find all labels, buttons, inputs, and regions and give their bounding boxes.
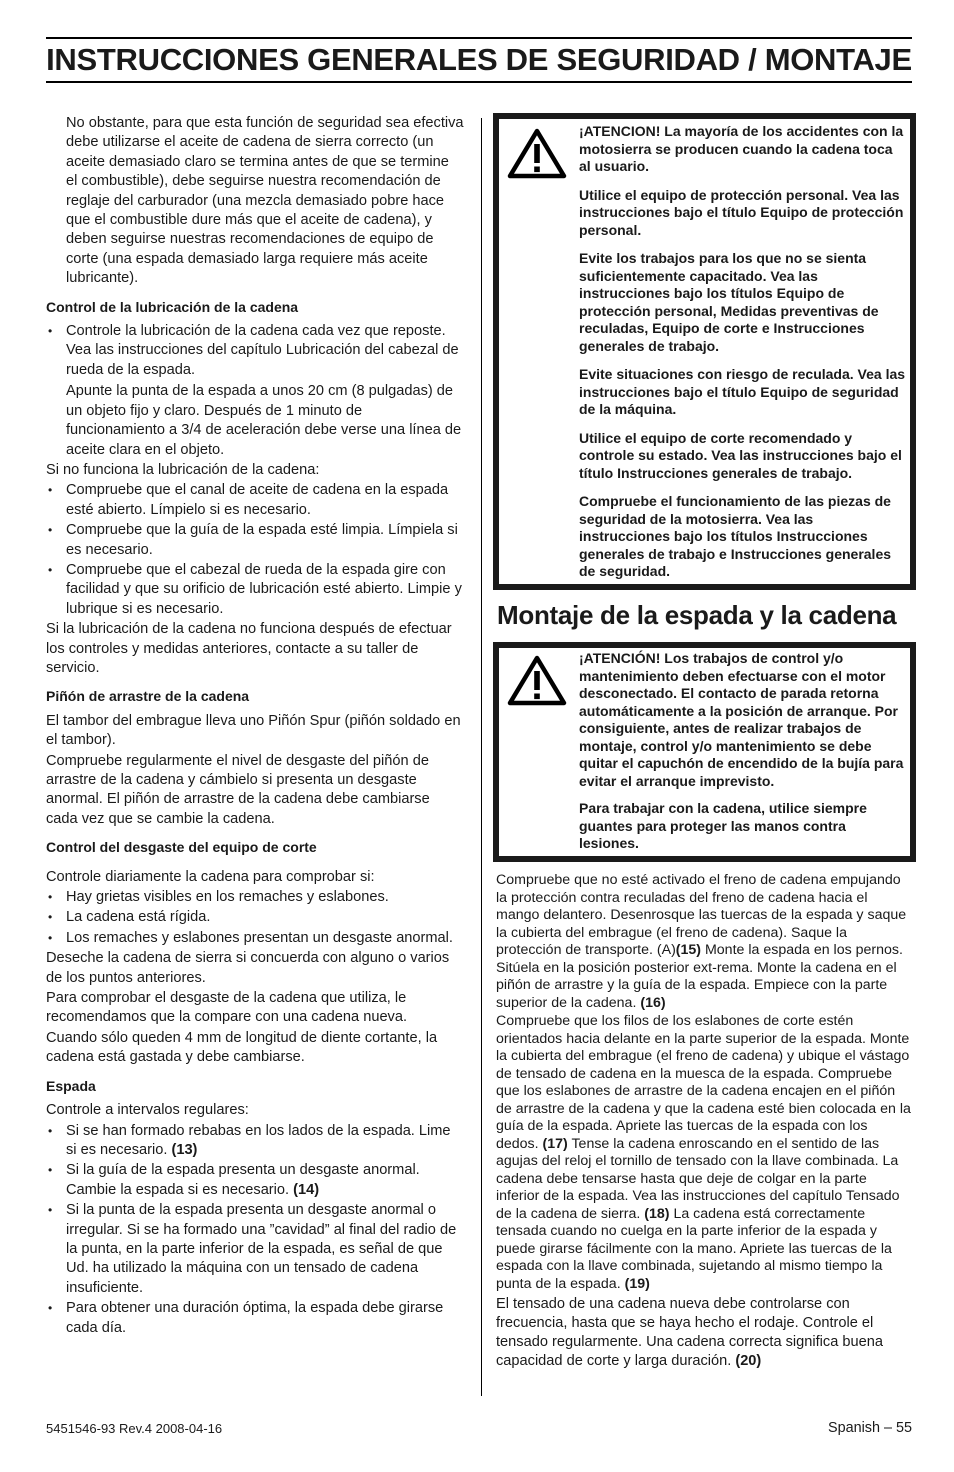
- warning-text: Utilice el equipo de protección personal. Vea las instrucciones bajo el título Equipo de protección personal.: [579, 186, 904, 238]
- warning-text: Evite situaciones con riesgo de reculada. Vea las instrucciones bajo el título Equipo de seguridad de la máquina.: [579, 366, 906, 417]
- figure-ref: (15): [675, 942, 702, 958]
- column-divider: [481, 118, 482, 1396]
- list-item: • Los remaches y eslabones presentan un desgaste anormal.: [46, 929, 464, 948]
- figure-ref: (20): [735, 1353, 762, 1369]
- list-item-text: Si la guía de la espada presenta un desgaste anormal. Cambie la espada si es necesario.: [66, 1162, 420, 1198]
- list-item: [46, 1122, 464, 1161]
- list-item: • Compruebe que la guía de la espada esté limpia. Límpiela si es necesario.: [46, 521, 464, 560]
- warning-text: ¡ATENCIÓN! Los trabajos de control y/o mantenimiento deben efectuarse con el motor desconectado. El contacto de parada retorna automáticamente a la posición de arranque. Por consiguiente, antes de realizar trabajos de montaje, control y/o mantenimiento se debe quitar el capuchón de encendido de la bujía para evitar el arranque imprevisto.: [579, 650, 904, 789]
- wear-paragraph-1: Deseche la cadena de sierra si concuerda con alguno o varios de los puntos anteriores.: [46, 950, 450, 986]
- document-id: 5451546-93 Rev.4 2008-04-16: [46, 1421, 223, 1436]
- list-item: • Compruebe que el cabezal de rueda de la espada gire con facilidad y que su orificio de lubricación esté abierto. Limpie y lubrique si es necesario.: [46, 561, 464, 619]
- list-item: • Hay grietas visibles en los remaches y eslabones.: [46, 888, 464, 907]
- page-title: INSTRUCCIONES GENERALES DE SEGURIDAD / MONTAJE: [46, 42, 912, 77]
- section-heading-wear: Control del desgaste del equipo de corte: [46, 839, 317, 856]
- list-item: [46, 1161, 464, 1200]
- text: Monte la espada en los pernos. Sitúela en la posición posterior ext-rema. Monte la cadena en el piñón de arrastre y la guía de la espada. Empiece con la parte superior de la cadena.: [496, 942, 903, 1011]
- wear-intro: Controle diariamente la cadena para comprobar si:: [46, 868, 375, 885]
- section-heading-sprocket: Piñón de arrastre de la cadena: [46, 688, 250, 705]
- sprocket-paragraph-2: Compruebe regularmente el nivel de desgaste del piñón de arrastre de la cadena y cámbielo si presenta un desgaste anormal. El piñón de arrastre de la cadena debe cambiarse cada vez que se cambie la cadena.: [46, 752, 430, 827]
- section-heading-lubrication: Control de la lubricación de la cadena: [46, 298, 299, 315]
- bar-intro: Controle a intervalos regulares:: [46, 1102, 249, 1119]
- page-number: Spanish – 55: [827, 1420, 912, 1436]
- figure-ref: (16): [640, 994, 666, 1011]
- warning-text: Compruebe el funcionamiento de las piezas de seguridad de la motosierra. Vea las instrucciones bajo los títulos Instrucciones generales de trabajo e Instrucciones generales de seguridad.: [579, 493, 892, 579]
- list-item: • La cadena está rígida.: [46, 908, 464, 927]
- warning-box-accidents: [493, 113, 916, 590]
- list-item: • Si la punta de la espada presenta un desgaste anormal o irregular. Si se ha formado una ”cavidad” al final del radio de la punta, en la parte inferior de la espada, es señal de que Ud. ha utilizado la máquina con un tensado de cadena insuficiente.: [46, 1201, 464, 1298]
- warning-triangle-icon: [507, 654, 567, 706]
- section-heading-bar: Espada: [46, 1077, 96, 1094]
- sprocket-paragraph-1: El tambor del embrague lleva uno Piñón Spur (piñón soldado en el tambor).: [46, 712, 461, 749]
- text: El tensado de una cadena nueva debe controlarse con frecuencia, hasta que se haya hecho el rodaje. Controle el tensado regularmente. Una cadena correcta significa buena capacidad de corte y larga duración.: [496, 1296, 883, 1369]
- wear-paragraph-3: Cuando sólo queden 4 mm de longitud de diente cortante, la cadena está gastada y debe cambiarse.: [46, 1029, 438, 1066]
- figure-ref: (19): [624, 1275, 650, 1292]
- warning-text: Evite los trabajos para los que no se sienta suficientemente capacitado. Vea las instrucciones bajo los títulos Equipo de protección personal, Medidas preventivas de reculadas, Equipo de corte e Instrucciones generales de trabajo.: [579, 250, 879, 354]
- warning-text: Utilice el equipo de corte recomendado y controle su estado. Vea las instrucciones bajo el título Instrucciones generales de trabajo.: [579, 429, 902, 481]
- figure-ref: (17): [542, 1135, 568, 1152]
- assembly-paragraph-2: [496, 1013, 914, 1293]
- text: Compruebe que no esté activado el freno de cadena empujando la protección contra reculadas del freno de cadena hacia el mango delantero. Desenrosque las tuercas de la espada y saque la cubierta del embrague (el freno de cadena). Saque la protección de transporte. (A): [496, 872, 907, 958]
- lubrication-end: Si la lubricación de la cadena no funciona después de efectuar los controles y medidas anteriores, contacte a su taller de servicio.: [46, 621, 452, 676]
- figure-ref: (13): [171, 1141, 198, 1158]
- warning-triangle-icon: [507, 127, 567, 179]
- text: La cadena está correctamente tensada cuando no cuelga en la parte inferior de la espada y puede girarse fácilmente con la mano. Apriete las tuercas de la espada con la llave combinada, sujetando al mismo tiempo la punta de la espada.: [496, 1205, 892, 1292]
- list-item-text: Si se han formado rebabas en los lados de la espada. Lime si es necesario.: [66, 1122, 451, 1158]
- figure-ref: (14): [293, 1181, 320, 1198]
- text: Compruebe que los filos de los eslabones de corte estén orientados hacia delante en la parte superior de la espada. Monte la cubierta del embrague (el freno de cadena) y ubique el vástago de tensado de cadena en la muesca de la espada. Compruebe que los eslabones de arrastre de la cadena encajen en el piñón de arrastre de la cadena y que la cadena esté bien colocada en la guía de la espada. Apriete las tuercas de la espada con los dedos.: [496, 1013, 911, 1152]
- left-column: [46, 114, 464, 1338]
- text: Tense la cadena enroscando en el sentido de las agujas del reloj el tornillo de tensado con la llave combinada. La cadena debe tensarse hasta que deje de colgar en la parte inferior de la espada. Vea las instrucciones del capítulo Tensado de la cadena de sierra.: [496, 1135, 900, 1222]
- warning-content: [499, 648, 910, 856]
- warning-text: Para trabajar con la cadena, utilice siempre guantes para proteger las manos contra lesiones.: [579, 800, 867, 851]
- header-rule-bottom: [46, 81, 912, 83]
- assembly-paragraph-3: [496, 1295, 914, 1371]
- lubrication-condition: Si no funciona la lubricación de la cadena:: [46, 461, 320, 478]
- list-item: • Para obtener una duración óptima, la espada debe girarse cada día.: [46, 1299, 464, 1338]
- assembly-instructions: [496, 872, 914, 1371]
- warning-text: ¡ATENCION! La mayoría de los accidentes con la motosierra se producen cuando la cadena toca al usuario.: [579, 123, 904, 174]
- figure-ref: (18): [644, 1205, 670, 1222]
- header-rule-top: [46, 37, 912, 39]
- warning-box-maintenance: [493, 642, 916, 862]
- warning-content: [499, 119, 910, 584]
- section-title-assembly: Montaje de la espada y la cadena: [497, 600, 897, 630]
- intro-paragraph: No obstante, para que esta función de seguridad sea efectiva debe utilizarse el aceite de cadena de sierra correcto (un aceite demasiado claro se termina antes de que se termine el combustible), debe seguirse nuestra recomendación de reglaje del carburador (una mezcla demasiado pobre hace que el combustible dure más que el aceite de cadena), y deben seguirse nuestras recomendaciones de equipo de corte (una espada demasiado larga requiere más aceite lubricante).: [66, 115, 464, 287]
- wear-paragraph-2: Para comprobar el desgaste de la cadena que utiliza, le recomendamos que la compare con una cadena nueva.: [46, 990, 408, 1026]
- list-item: • Compruebe que el canal de aceite de cadena en la espada esté abierto. Límpielo si es necesario.: [46, 481, 464, 520]
- list-item: • Controle la lubricación de la cadena cada vez que reposte. Vea las instrucciones del capítulo Lubricación del cabezal de rueda de la espada.: [46, 322, 464, 380]
- assembly-paragraph-1: [496, 872, 914, 1012]
- lubrication-instruction: Apunte la punta de la espada a unos 20 cm (8 pulgadas) de un objeto fijo y claro. Después de 1 minuto de funcionamiento a 3/4 de aceleración debe verse una línea de aceite clara en el objeto.: [66, 383, 462, 458]
